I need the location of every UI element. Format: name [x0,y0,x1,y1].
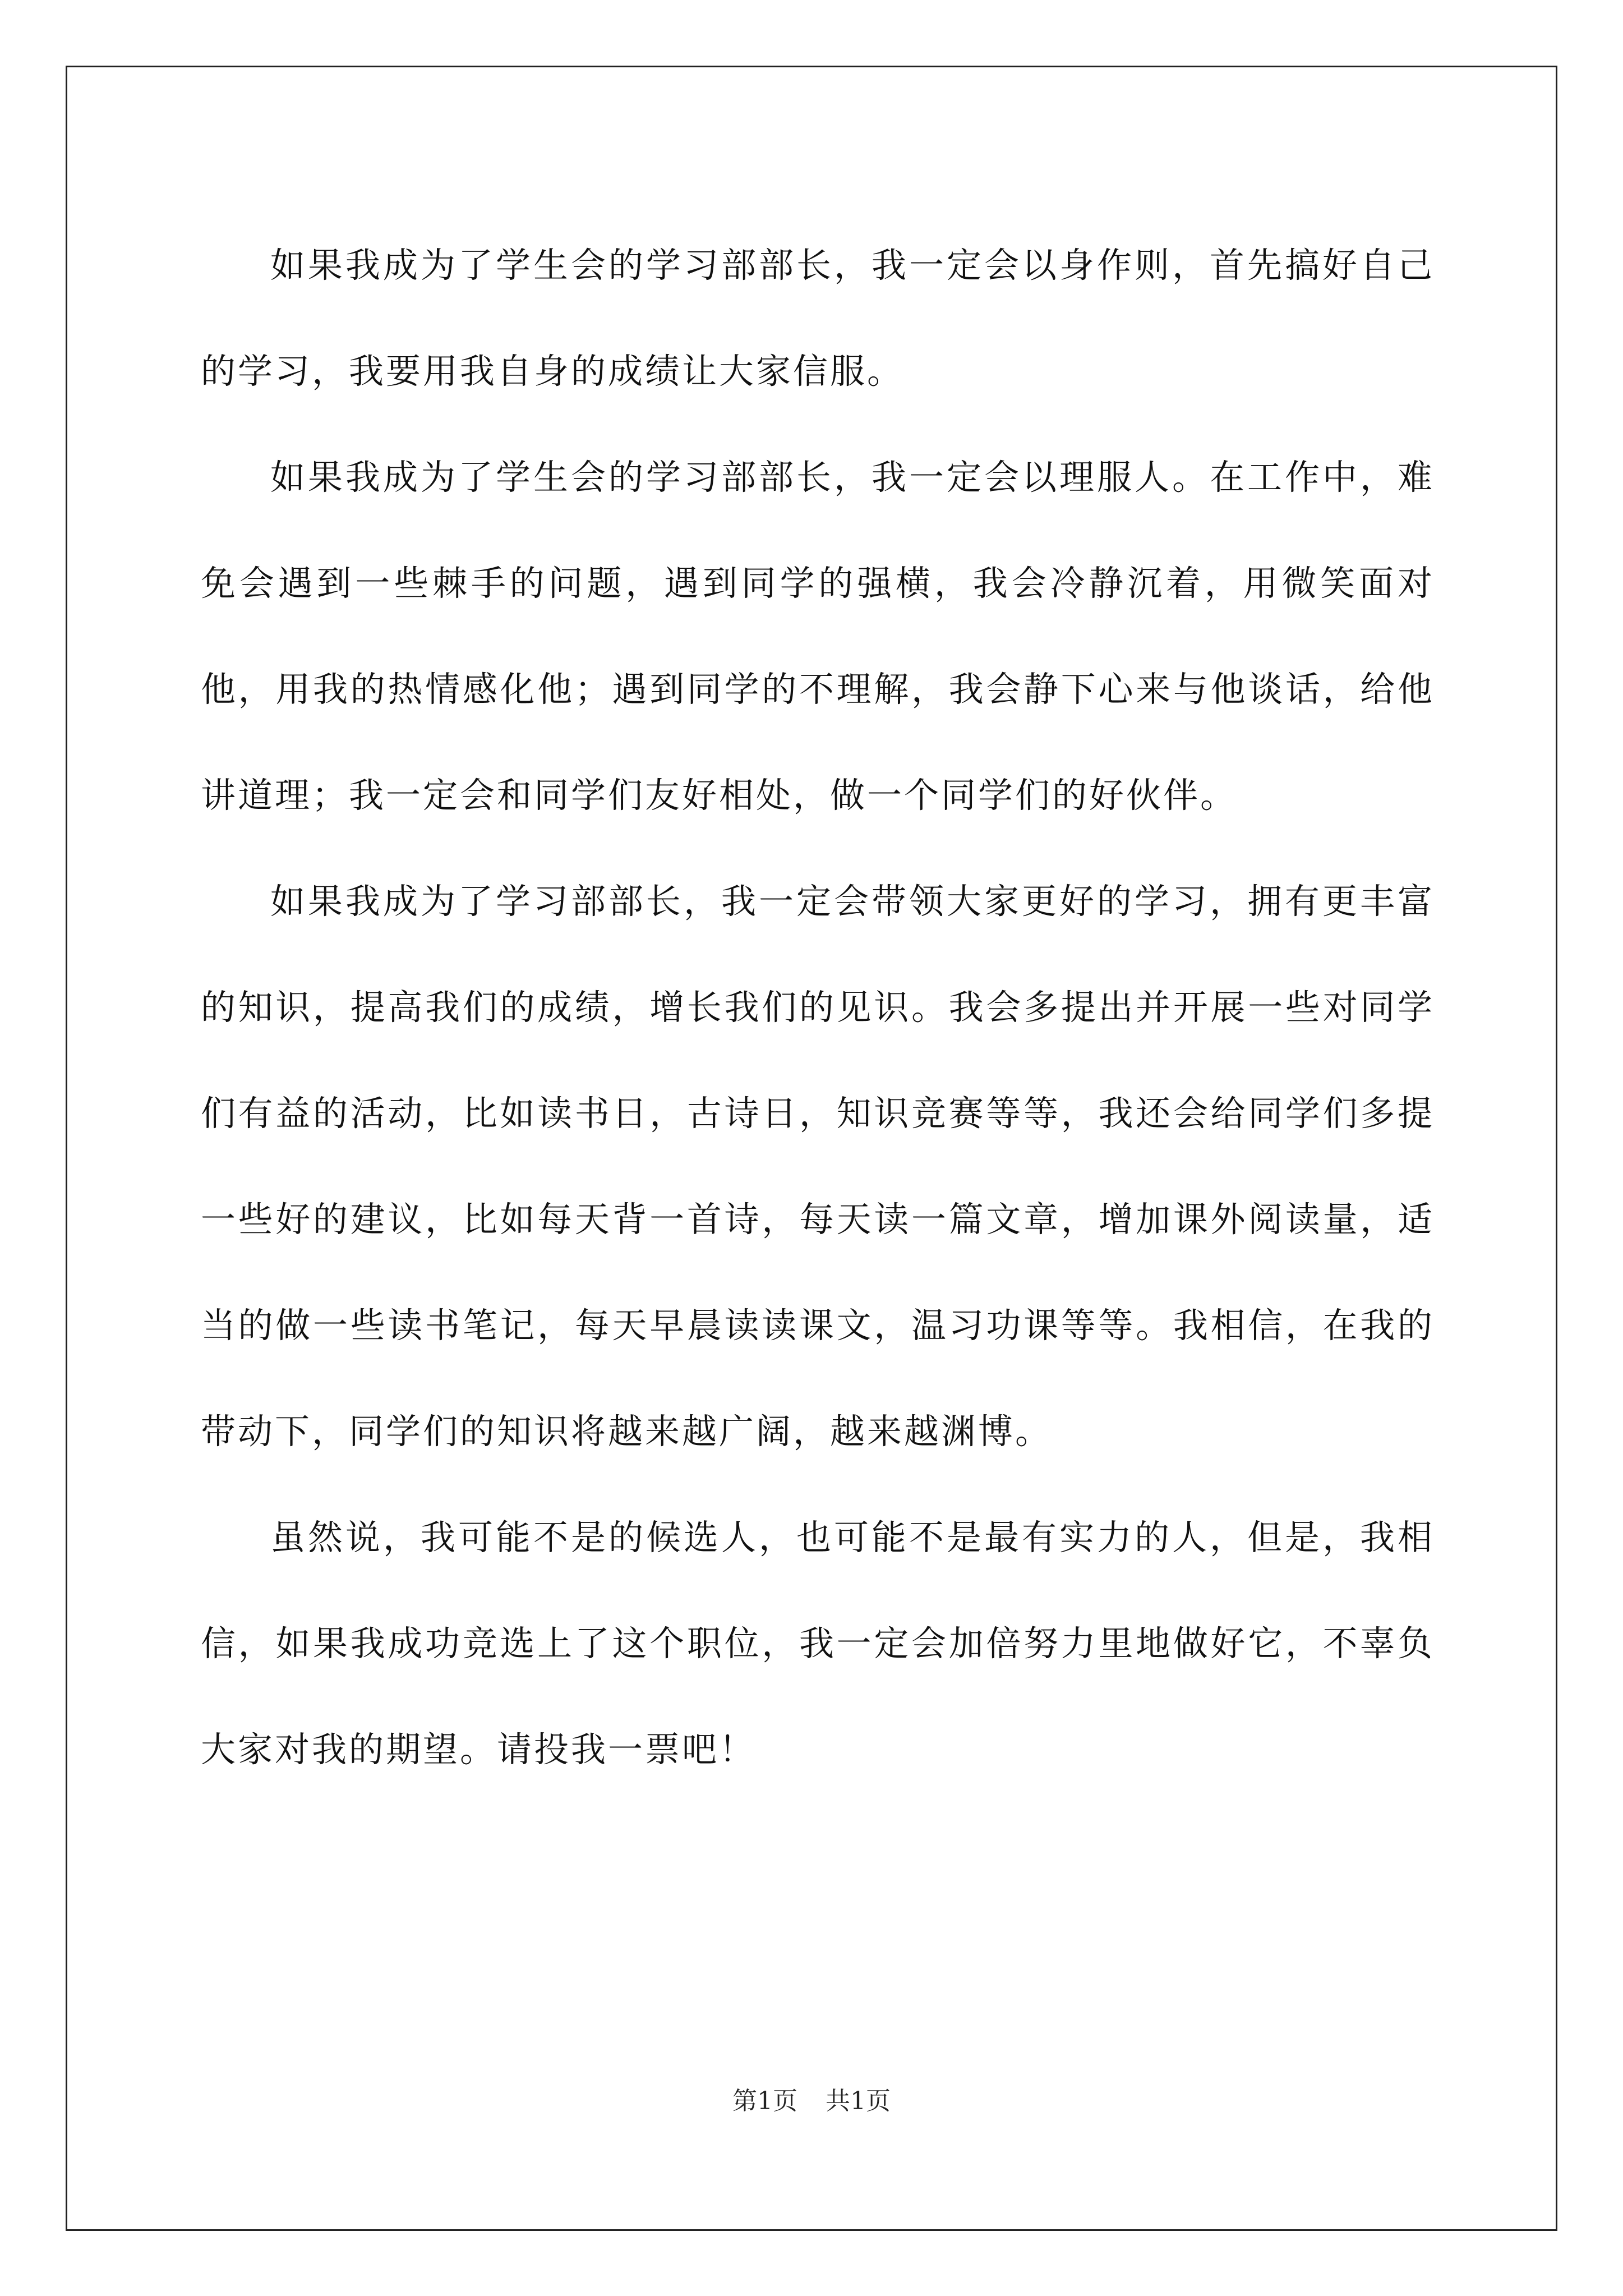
page-total: 共1页 [826,2087,891,2115]
paragraph: 如果我成为了学生会的学习部部长，我一定会以理服人。在工作中，难免会遇到一些棘手的问题，遇到同学的强横，我会冷静沉着，用微笑面对他，用我的热情感化他；遇到同学的不理解，我会静下心来与他谈话，给他讲道理；我一定会和同学们友好相处，做一个同学们的好伙伴。 [201,457,1435,816]
paragraph: 虽然说，我可能不是的候选人，也可能不是最有实力的人，但是，我相信，如果我成功竞选上了这个职位，我一定会加倍努力里地做好它，不辜负大家对我的期望。请投我一票吧！ [201,1517,1435,1770]
paragraph: 如果我成为了学生会的学习部部长，我一定会以身作则，首先搞好自己的学习，我要用我自身的成绩让大家信服。 [201,245,1435,392]
page-footer [0,2085,1623,2118]
paragraph: 如果我成为了学习部部长，我一定会带领大家更好的学习，拥有更丰富的知识，提高我们的成绩，增长我们的见识。我会多提出并开展一些对同学们有益的活动，比如读书日，古诗日，知识竞赛等等，我还会给同学们多提一些好的建议，比如每天背一首诗，每天读一篇文章，增加课外阅读量，适当的做一些读书笔记，每天早晨读读课文，温习功课等等。我相信，在我的带动下，同学们的知识将越来越广阔，越来越渊博。 [201,881,1435,1452]
document-body [201,212,1435,1802]
page-number: 第1页 [732,2087,797,2115]
